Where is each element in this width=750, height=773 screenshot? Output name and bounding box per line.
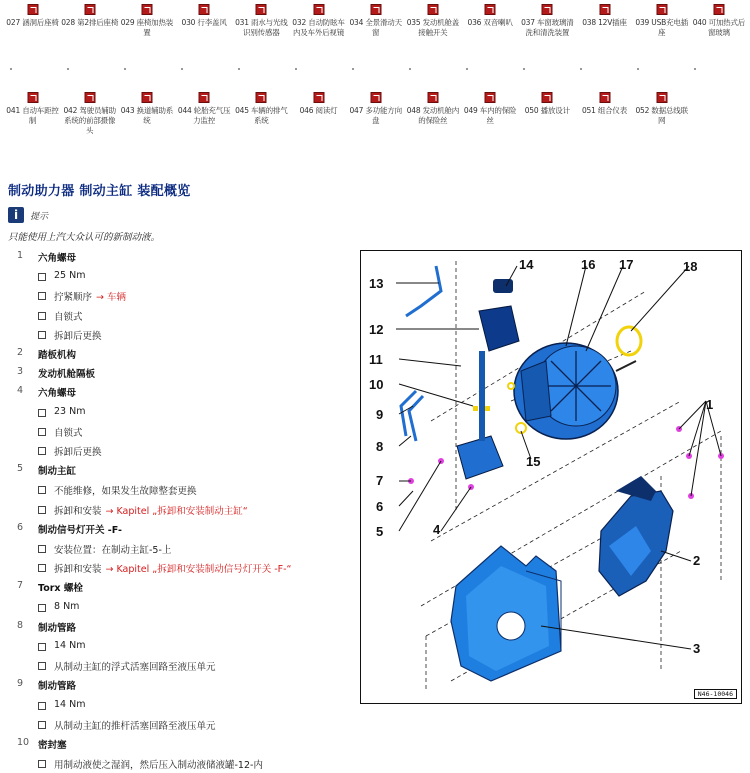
leader-lines: [396, 266, 721, 649]
part-detail-text: [54, 601, 79, 612]
part-detail-text: [54, 542, 171, 556]
part-detail: [38, 269, 354, 286]
pdf-link-icon[interactable]: [370, 92, 381, 103]
info-icon: i: [8, 207, 24, 223]
diagram-svg: [361, 251, 743, 705]
pdf-link-icon[interactable]: [84, 4, 95, 15]
part-detail: [38, 756, 354, 773]
callout-2: 2: [693, 553, 701, 568]
callout-16: 16: [581, 257, 596, 272]
nav-dot: [181, 68, 183, 70]
bullet-box-icon: [38, 292, 46, 300]
detail-text: 从制动主缸的推杆活塞回路至液压单元: [54, 720, 216, 732]
bullet-box-icon: [38, 428, 46, 436]
part-detail: [38, 658, 354, 675]
part-detail-text: [54, 328, 102, 342]
pdf-link-icon[interactable]: [485, 4, 496, 15]
nav-dot: [352, 68, 354, 70]
callout-14: 14: [519, 257, 534, 272]
nav-item-label: 038 12V插座: [582, 18, 627, 27]
bullet-box-icon: [38, 273, 46, 281]
pdf-link-icon[interactable]: [713, 4, 724, 15]
bullet-box-icon: [38, 702, 46, 710]
part-number: 2: [17, 347, 24, 358]
callout-9: 9: [376, 407, 384, 422]
pdf-link-icon[interactable]: [656, 4, 667, 15]
bullet-box-icon: [38, 409, 46, 417]
bullet-box-icon: [38, 506, 46, 514]
pdf-link-icon[interactable]: [427, 92, 438, 103]
nav-item-label: 043 换道辅助系统: [120, 106, 174, 125]
pdf-link-icon[interactable]: [542, 4, 553, 15]
callout-11: 11: [369, 352, 383, 367]
part-detail-text: [54, 561, 291, 575]
part-detail-text: [54, 640, 85, 651]
nav-item-label: 041 自动车距控制: [6, 106, 59, 125]
part-detail: [38, 560, 354, 577]
part-number: 9: [17, 678, 24, 690]
part-detail-text: [54, 406, 85, 417]
detail-text: 安装位置：在制动主缸-5-上: [54, 544, 172, 556]
nav-item-label: 036 双音喇叭: [467, 18, 513, 27]
part-detail: [38, 502, 354, 519]
pdf-link-icon[interactable]: [427, 4, 438, 15]
pdf-link-icon[interactable]: [256, 92, 267, 103]
part-name: 制动信号灯开关 -F-: [38, 524, 122, 536]
part-detail-text: [54, 757, 263, 771]
detail-text: 14 Nm: [54, 639, 86, 651]
bullet-box-icon: [38, 486, 46, 494]
part-name: 六角螺母: [38, 253, 77, 264]
callout-12: 12: [369, 322, 384, 337]
nav-item-label: 029 座椅加热装置: [120, 18, 174, 37]
bullet-box-icon: [38, 662, 46, 670]
part-number: 7: [17, 580, 24, 592]
part-number: 1: [17, 250, 24, 261]
pdf-link-icon[interactable]: [141, 4, 152, 15]
pdf-link-icon[interactable]: [599, 4, 610, 15]
bullet-box-icon: [38, 331, 46, 339]
part-detail-text: [54, 718, 216, 732]
brake-lines: [401, 266, 441, 441]
part-detail: [38, 443, 354, 460]
detail-text: 14 Nm: [54, 698, 86, 710]
pdf-link-icon[interactable]: [542, 92, 553, 103]
nav-item-label: 052 数据总线联网: [635, 106, 688, 125]
nav-dot: [523, 68, 525, 70]
detail-text: 用制动液使之湿润，然后压入制动液储液罐-12-内: [54, 760, 263, 772]
callout-13: 13: [369, 276, 384, 291]
diagram-code: N46-10046: [694, 689, 737, 699]
pdf-link-icon[interactable]: [27, 92, 38, 103]
pdf-link-icon[interactable]: [656, 92, 667, 103]
detail-text: 自锁式: [54, 427, 83, 439]
nav-dot: [295, 68, 297, 70]
nav-item-label: 034 全景滑动天窗: [349, 18, 402, 37]
pedal-mechanism: [599, 476, 673, 596]
callout-7: 7: [376, 473, 384, 488]
callout-10: 10: [369, 377, 384, 392]
detail-text: 拆卸后更换: [54, 330, 102, 342]
bullet-box-icon: [38, 564, 46, 572]
part-detail: [38, 600, 354, 617]
page-title: 制动助力器 制动主缸 装配概览: [8, 184, 191, 199]
pdf-link-icon[interactable]: [313, 4, 324, 15]
chapter-link[interactable]: → Kapitel „拆卸和安装制动信号灯开关 -F-“: [105, 564, 292, 576]
part-detail: [38, 288, 354, 305]
nav-item-label: 037 车窗玻璃清洗和清洗装置: [521, 18, 574, 37]
part-detail-text: [54, 699, 85, 710]
bullet-box-icon: [38, 643, 46, 651]
nav-dot: [694, 68, 696, 70]
nav-dot: [67, 68, 69, 70]
part-detail-text: [54, 483, 197, 497]
nav-item-label: 049 车内的保险丝: [463, 106, 517, 125]
callout-5: 5: [376, 524, 384, 539]
part-name: 制动管路: [38, 681, 77, 693]
pdf-link-icon[interactable]: [199, 92, 210, 103]
chapter-link[interactable]: → 车辆: [96, 292, 126, 304]
bullet-box-icon: [38, 760, 46, 768]
detail-text: 拧紧顺序: [54, 292, 93, 304]
part-detail-text: [54, 659, 216, 673]
nav-item-label: 044 轮胎充气压力监控: [177, 106, 231, 125]
detail-text: 25 Nm: [54, 270, 86, 282]
nav-item-label: 048 发动机舱内的保险丝: [406, 106, 460, 125]
part-detail: [38, 482, 354, 499]
pdf-link-icon[interactable]: [370, 4, 381, 15]
bullet-box-icon: [38, 447, 46, 455]
part-detail: [38, 405, 354, 422]
nav-dot: [409, 68, 411, 70]
chapter-link[interactable]: → Kapitel „拆卸和安装制动主缸“: [105, 505, 248, 517]
tip-label: 提示: [30, 211, 49, 222]
part-detail-text: [54, 289, 126, 303]
bullet-box-icon: [38, 312, 46, 320]
part-name: 六角螺母: [38, 388, 77, 400]
callout-17: 17: [619, 257, 634, 272]
pdf-link-icon[interactable]: [84, 92, 95, 103]
nav-dot: [637, 68, 639, 70]
part-name: 踏板机构: [38, 350, 77, 361]
nav-item-label: 028 第2排后座椅: [61, 18, 119, 27]
part-number: 4: [17, 385, 24, 397]
part-name: 发动机舱隔板: [38, 369, 96, 381]
part-detail-text: [54, 425, 83, 439]
part-detail-text: [54, 309, 83, 323]
pdf-link-icon[interactable]: [485, 92, 496, 103]
nav-dot: [238, 68, 240, 70]
part-detail-text: [54, 503, 248, 517]
part-number: 10: [17, 737, 30, 748]
nav-item-label: 045 车辆的排气系统: [235, 106, 288, 125]
nav-item-label: 050 播放设计: [524, 106, 570, 115]
nav-item-label: 031 雨水与光线识别传感器: [235, 18, 288, 37]
part-name: 制动管路: [38, 622, 77, 634]
callout-3: 3: [693, 641, 701, 656]
part-detail: [38, 424, 354, 441]
pdf-link-icon[interactable]: [599, 92, 610, 103]
bullet-box-icon: [38, 604, 46, 612]
part-number: 8: [17, 619, 24, 631]
callout-4: 4: [433, 522, 441, 537]
part-detail: [38, 698, 354, 715]
detail-text: 拆卸后更换: [54, 446, 102, 458]
part-detail: [38, 717, 354, 734]
nav-item-label: 027 涵洞后座椅: [6, 18, 59, 27]
part-detail: [38, 639, 354, 656]
callout-1: 1: [706, 397, 714, 412]
pdf-link-icon[interactable]: [256, 4, 267, 15]
nav-item-label: 039 USB充电插座: [635, 18, 688, 37]
part-number: 5: [17, 463, 24, 475]
tip-text: 只能使用上汽大众认可的新制动液。: [8, 232, 161, 243]
brake-booster: [514, 343, 636, 439]
nav-item-label: 030 行李盖风: [181, 18, 227, 27]
pdf-link-icon[interactable]: [199, 4, 210, 15]
detail-text: 23 Nm: [54, 405, 86, 417]
part-name: 制动主缸: [38, 466, 77, 478]
part-name: 密封塞: [38, 740, 67, 751]
nav-item-label: 047 多功能方向盘: [349, 106, 402, 125]
nav-dot: [10, 68, 12, 70]
nav-dot: [580, 68, 582, 70]
callout-15: 15: [526, 454, 541, 469]
part-number: 3: [17, 366, 24, 378]
tip-row: [8, 206, 48, 224]
nav-item-label: 040 可加热式后窗玻璃: [692, 18, 746, 37]
nav-divider: [10, 68, 740, 72]
part-detail: [38, 541, 354, 558]
part-detail: [38, 327, 354, 344]
nav-item-label: 032 自动防眩车内及车外后视镜: [292, 18, 345, 37]
master-cylinder: [457, 279, 519, 479]
nav-item-label: 035 发动机舱盖接触开关: [406, 18, 460, 37]
detail-text: 拆卸和安装: [54, 505, 102, 517]
part-detail: [38, 308, 354, 325]
nav-dot: [466, 68, 468, 70]
detail-text: 自锁式: [54, 311, 83, 323]
exploded-diagram: [360, 250, 742, 704]
callout-6: 6: [376, 499, 384, 514]
callout-8: 8: [376, 439, 384, 454]
part-number: 6: [17, 521, 24, 533]
nav-item-label: 042 驾驶员辅助系统的前部摄像头: [63, 106, 116, 135]
pdf-link-icon[interactable]: [27, 4, 38, 15]
detail-text: 拆卸和安装: [54, 564, 102, 576]
detail-text: 8 Nm: [54, 600, 80, 612]
detail-text: 不能维修，如果发生故障整套更换: [54, 486, 197, 498]
pdf-link-icon[interactable]: [141, 92, 152, 103]
bullet-box-icon: [38, 545, 46, 553]
nav-item-label: 046 阅读灯: [299, 106, 338, 115]
part-detail-text: [54, 444, 102, 458]
nav-dot: [124, 68, 126, 70]
part-name: Torx 螺栓: [38, 583, 83, 595]
detail-text: 从制动主缸的浮式活塞回路至液压单元: [54, 662, 216, 674]
nav-item-label: 051 组合仪表: [581, 106, 628, 115]
part-detail-text: [54, 270, 85, 281]
bullet-box-icon: [38, 721, 46, 729]
pdf-link-icon[interactable]: [313, 92, 324, 103]
engine-bulkhead: [451, 546, 561, 681]
callout-18: 18: [683, 259, 698, 274]
